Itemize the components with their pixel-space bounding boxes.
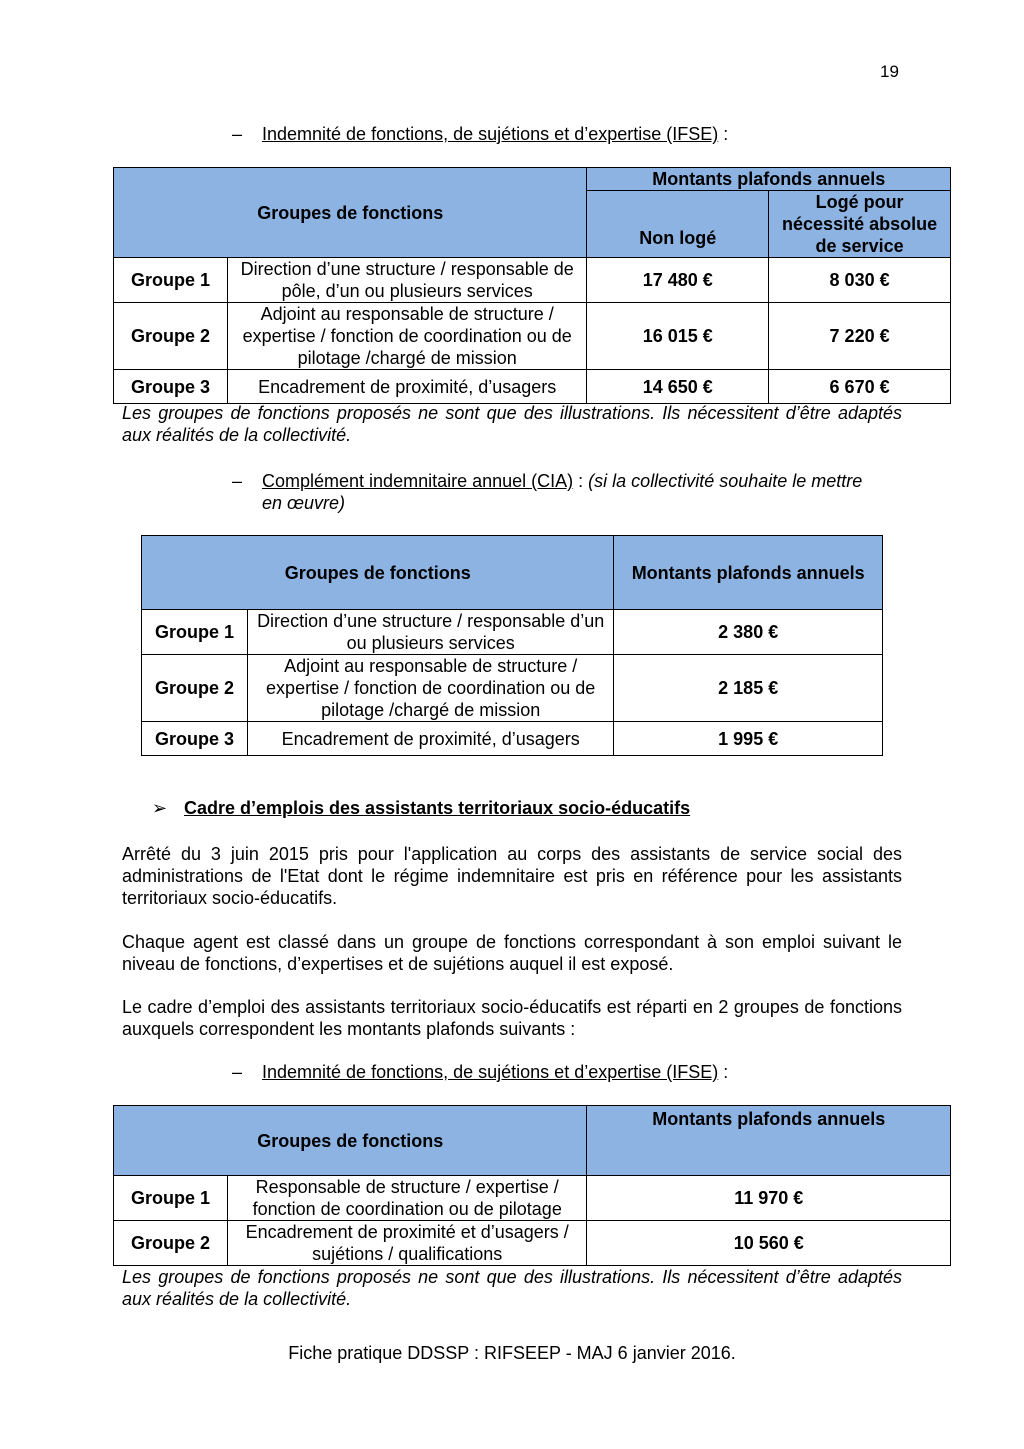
- page-footer: Fiche pratique DDSSP : RIFSEEP - MAJ 6 janvier 2016.: [288, 1343, 736, 1363]
- amount: 2 185 €: [614, 655, 883, 722]
- header-non-loge: Non logé: [587, 191, 769, 258]
- section-title: Cadre d’emplois des assistants territoriaux socio-éducatifs: [184, 798, 691, 818]
- amount: 10 560 €: [587, 1221, 951, 1266]
- group-label: Groupe 2: [114, 303, 228, 370]
- cia-heading-note: (si la collectivité souhaite le mettre: [588, 471, 863, 491]
- ifse-heading-1: [232, 124, 728, 145]
- cia-heading: [232, 470, 862, 514]
- group-label: Groupe 2: [142, 655, 248, 722]
- ifse-heading-suffix: :: [718, 124, 729, 144]
- amount-loge: 8 030 €: [769, 258, 951, 303]
- group-description: Responsable de structure / expertise / fonction de coordination ou de pilotage: [227, 1176, 587, 1221]
- dash-bullet: –: [232, 471, 243, 491]
- header-montants: Montants plafonds annuels: [587, 1106, 951, 1176]
- cia-table: [141, 535, 883, 756]
- table-row: [114, 1221, 951, 1266]
- note-illustrations-1: Les groupes de fonctions proposés ne sont que des illustrations. Ils nécessitent d’être adaptés aux réalités de la collectivité.: [122, 403, 902, 445]
- amount-loge: 7 220 €: [769, 303, 951, 370]
- group-label: Groupe 1: [114, 258, 228, 303]
- amount-non-loge: 17 480 €: [587, 258, 769, 303]
- group-description: Adjoint au responsable de structure / expertise / fonction de coordination ou de pilotage /chargé de mission: [247, 655, 613, 722]
- group-description: Direction d’une structure / responsable d’un ou plusieurs services: [247, 610, 613, 655]
- paragraph-repartition: Le cadre d’emploi des assistants territoriaux socio-éducatifs est réparti en 2 groupes de fonctions auxquels correspondent les montants plafonds suivants :: [122, 997, 902, 1039]
- amount: 1 995 €: [614, 722, 883, 756]
- ifse-heading-2: [232, 1062, 728, 1083]
- cia-heading-sep: :: [573, 471, 589, 491]
- header-groupes: Groupes de fonctions: [114, 168, 587, 258]
- ifse-heading-label: Indemnité de fonctions, de sujétions et d’expertise (IFSE): [262, 1062, 719, 1082]
- amount: 2 380 €: [614, 610, 883, 655]
- group-description: Encadrement de proximité, d’usagers: [247, 722, 613, 756]
- header-loge: Logé pour nécessité absolue de service: [769, 191, 951, 258]
- dash-bullet: –: [232, 124, 243, 144]
- table-row: [142, 722, 883, 756]
- section-heading: [152, 798, 690, 819]
- group-label: Groupe 3: [114, 370, 228, 404]
- group-description: Encadrement de proximité, d’usagers: [227, 370, 587, 404]
- group-label: Groupe 3: [142, 722, 248, 756]
- header-montants: Montants plafonds annuels: [614, 536, 883, 610]
- group-label: Groupe 1: [142, 610, 248, 655]
- paragraph-classement: Chaque agent est classé dans un groupe de fonctions correspondant à son emploi suivant le niveau de fonctions, d’expertises et de sujétions auquel il est exposé.: [122, 932, 902, 974]
- ifse-heading-suffix: :: [718, 1062, 729, 1082]
- dash-bullet: –: [232, 1062, 243, 1082]
- table-row: [142, 610, 883, 655]
- group-label: Groupe 2: [114, 1221, 228, 1266]
- amount-loge: 6 670 €: [769, 370, 951, 404]
- group-description: Adjoint au responsable de structure / expertise / fonction de coordination ou de pilotage /chargé de mission: [227, 303, 587, 370]
- table-row: [114, 258, 951, 303]
- amount-non-loge: 14 650 €: [587, 370, 769, 404]
- amount: 11 970 €: [587, 1176, 951, 1221]
- table-row: [114, 303, 951, 370]
- ifse-table-2: [113, 1105, 951, 1266]
- group-label: Groupe 1: [114, 1176, 228, 1221]
- paragraph-arrete: Arrêté du 3 juin 2015 pris pour l'application au corps des assistants de service social des administrations de l'Etat dont le régime indemnitaire est pris en référence pour les assistants territoriaux socio-éducatifs.: [122, 844, 902, 908]
- table-row: [142, 655, 883, 722]
- header-groupes: Groupes de fonctions: [142, 536, 614, 610]
- header-groupes: Groupes de fonctions: [114, 1106, 587, 1176]
- table-row: [114, 370, 951, 404]
- amount-non-loge: 16 015 €: [587, 303, 769, 370]
- cia-heading-note-2: en œuvre): [262, 493, 346, 513]
- arrow-bullet-icon: ➢: [152, 798, 168, 818]
- ifse-heading-label: Indemnité de fonctions, de sujétions et d’expertise (IFSE): [262, 124, 719, 144]
- table-row: [114, 1176, 951, 1221]
- group-description: Direction d’une structure / responsable de pôle, d’un ou plusieurs services: [227, 258, 587, 303]
- header-montants: Montants plafonds annuels: [587, 168, 951, 191]
- group-description: Encadrement de proximité et d’usagers / sujétions / qualifications: [227, 1221, 587, 1266]
- ifse-table-1: [113, 167, 951, 404]
- cia-heading-label: Complément indemnitaire annuel (CIA): [262, 471, 574, 491]
- note-illustrations-2: Les groupes de fonctions proposés ne sont que des illustrations. Ils nécessitent d’être adaptés aux réalités de la collectivité.: [122, 1267, 902, 1309]
- page-number: 19: [880, 62, 899, 81]
